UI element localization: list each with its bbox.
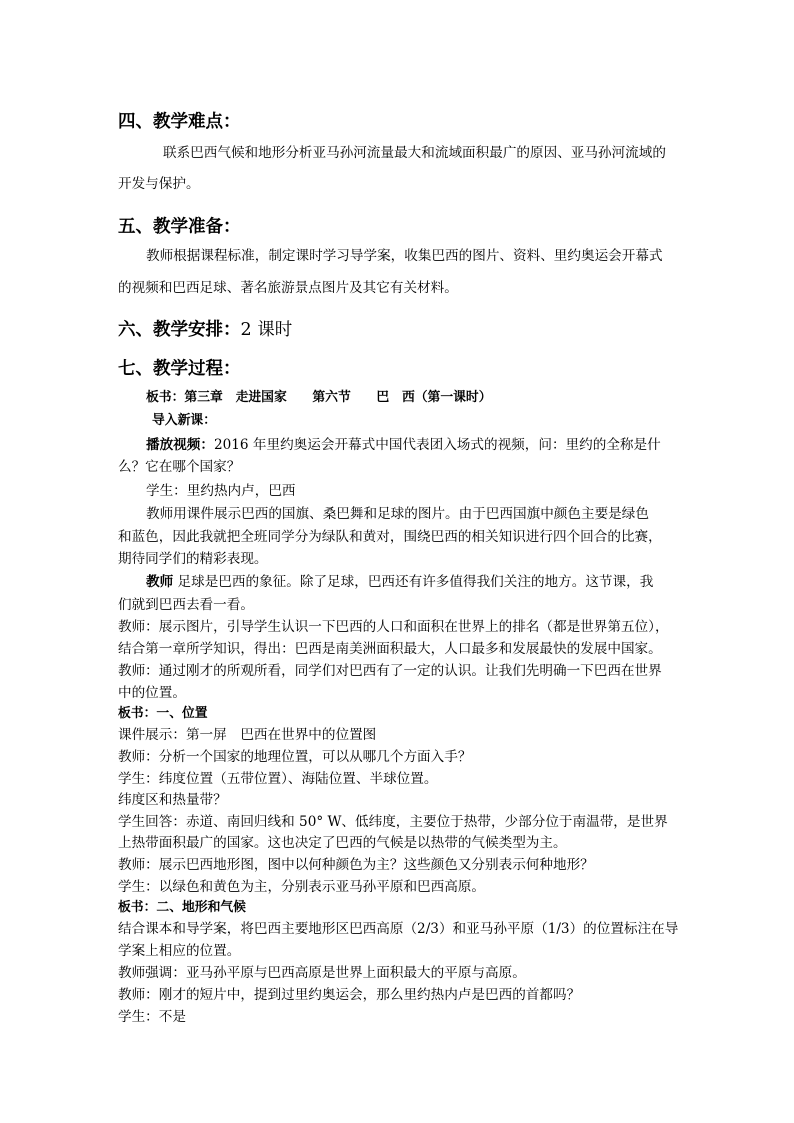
paragraph-line: 的视频和巴西足球、著名旅游景点图片及其它有关材料。 — [118, 280, 458, 296]
paragraph-line: 开发与保护。 — [118, 176, 200, 192]
paragraph-line: 和蓝色，因此我就把全班同学分为绿队和黄对，围绕巴西的相关知识进行四个回合的比赛， — [118, 529, 662, 545]
arrangement-value: 2 课时 — [240, 320, 293, 340]
paragraph-line: 教师：通过刚才的所观所看，同学们对巴西有了一定的认识。让我们先明确一下巴西在世界 — [118, 663, 662, 679]
paragraph-line: 中的位置。 — [118, 685, 186, 701]
paragraph-line: 学生回答：赤道、南回归线和 50° W、低纬度，主要位于热带，少部分位于南温带，是世界 — [118, 814, 668, 830]
paragraph-line: 上热带面积最广的国家。这也决定了巴西的气候是以热带的气候类型为主。 — [118, 835, 567, 851]
paragraph-line: 教师：刚才的短片中，提到过里约奥运会，那么里约热内卢是巴西的首都吗？ — [118, 987, 581, 1003]
paragraph-line: 教师根据课程标准，制定课时学习导学案，收集巴西的图片、资料、里约奥运会开幕式 — [146, 248, 663, 264]
paragraph-line: 结合课本和导学案，将巴西主要地形区巴西高原（2/3）和亚马孙平原（1/3）的位置标注在导 — [118, 921, 679, 937]
paragraph-line: 期待同学们的精彩表现。 — [118, 551, 268, 567]
board-terrain-climate: 板书：二、地形和气候 — [118, 900, 246, 915]
board-location: 板书：一、位置 — [118, 706, 208, 721]
intro-label: 导入新课： — [152, 413, 216, 428]
paragraph-line: 纬度区和热量带？ — [118, 792, 227, 808]
heading-teaching-process: 七、教学过程： — [118, 359, 241, 379]
paragraph-line: 学生：以绿色和黄色为主，分别表示亚马孙平原和巴西高原。 — [118, 879, 486, 895]
student-answer: 学生：里约热内卢，巴西 — [146, 483, 296, 499]
teacher-label: 教师 — [146, 574, 174, 590]
teacher-football-text: 足球是巴西的象征。除了足球，巴西还有许多值得我们关注的地方。这节课，我 — [173, 574, 654, 590]
paragraph-line: 教师：展示巴西地形图，图中以何种颜色为主？这些颜色又分别表示何种地形？ — [118, 857, 594, 873]
heading-teaching-difficulties: 四、教学难点： — [118, 112, 241, 132]
arrangement-label: 六、教学安排： — [118, 320, 241, 340]
paragraph-line: 学生：不是 — [118, 1009, 186, 1025]
paragraph-line: 们就到巴西去看一看。 — [118, 597, 254, 613]
paragraph-line: 教师：分析一个国家的地理位置，可以从哪几个方面入手？ — [118, 749, 472, 765]
paragraph-line: 教师强调：亚马孙平原与巴西高原是世界上面积最大的平原与高原。 — [118, 965, 526, 981]
paragraph-line: 么？它在哪个国家？ — [118, 459, 241, 475]
paragraph-line: 学生：纬度位置（五带位置）、海陆位置、半球位置。 — [118, 771, 438, 787]
paragraph-line: 联系巴西气候和地形分析亚马孙河流量最大和流域面积最广的原因、亚马孙河流域的 — [163, 145, 666, 161]
paragraph-line: 学案上相应的位置。 — [118, 943, 241, 959]
heading-teaching-arrangement — [118, 316, 292, 341]
paragraph-line: 教师用课件展示巴西的国旗、桑巴舞和足球的图片。由于巴西国旗中颜色主要是绿色 — [146, 506, 649, 522]
paragraph-line: 结合第一章所学知识，得出：巴西是南美洲面积最大，人口最多和发展最快的发展中国家。 — [118, 641, 662, 657]
paragraph-line: 教师：展示图片，引导学生认识一下巴西的人口和面积在世界上的排名（都是世界第五位）， — [118, 619, 669, 635]
paragraph-line: 课件展示：第一屏 巴西在世界中的位置图 — [118, 727, 377, 743]
video-text: 2016 年里约奥运会开幕式中国代表团入场式的视频，问：里约的全称是什 — [213, 437, 661, 453]
video-line — [146, 439, 661, 453]
heading-teaching-preparation: 五、教学准备： — [118, 217, 241, 237]
teacher-football-line — [146, 576, 653, 590]
board-title: 板书：第三章 走进国家 第六节 巴 西（第一课时） — [146, 390, 492, 405]
video-label: 播放视频： — [146, 437, 214, 453]
